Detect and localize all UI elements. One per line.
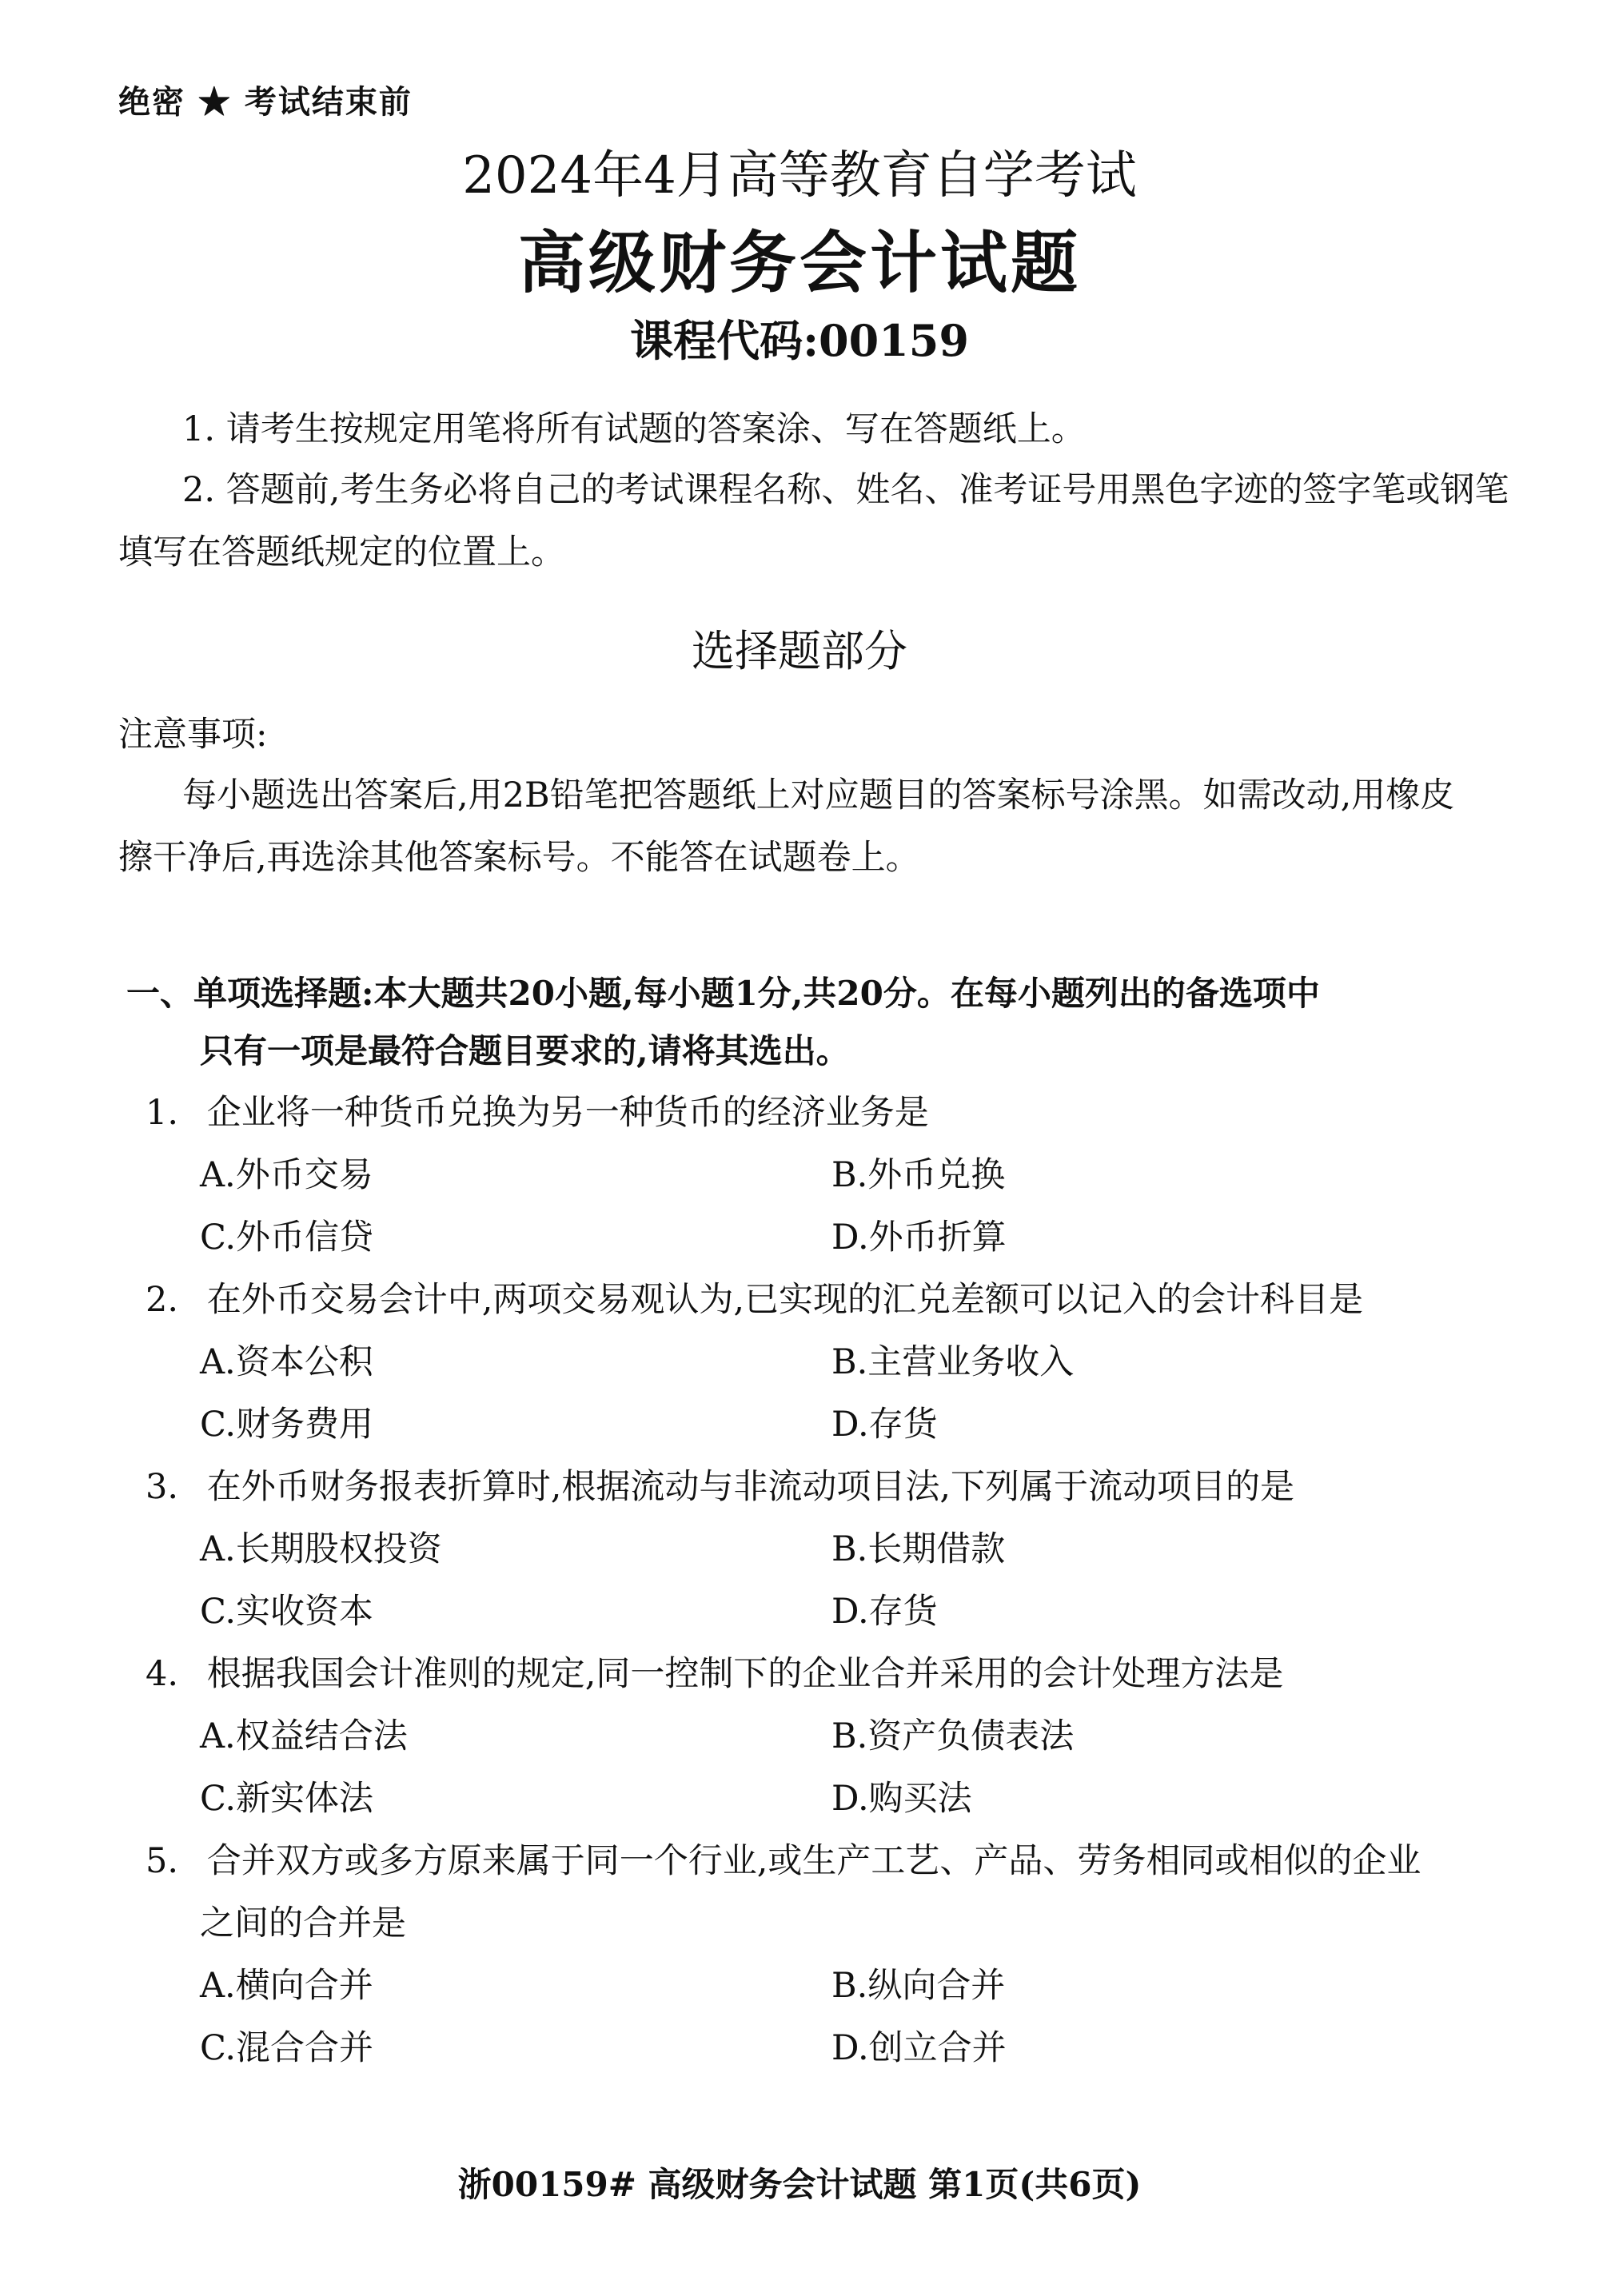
option-d: D.存货	[831, 1405, 938, 1445]
option-a: A.横向合并	[200, 1966, 373, 2006]
option-b: B.资产负债表法	[831, 1716, 1075, 1756]
question-number: 2.	[146, 1280, 179, 1320]
notice-label: 注意事项:	[118, 715, 268, 755]
question-number: 5.	[146, 1841, 179, 1881]
instruction-1: 1. 请考生按规定用笔将所有试题的答案涂、写在答题纸上。	[182, 409, 1086, 449]
instruction-2-line1: 2. 答题前,考生务必将自己的考试课程名称、姓名、准考证号用黑色字迹的签字笔或钢笔	[182, 470, 1509, 510]
notice-line1: 每小题选出答案后,用2B铅笔把答题纸上对应题目的答案标号涂黑。如需改动,用橡皮	[182, 775, 1455, 815]
question-stem: 在外币交易会计中,两项交易观认为,已实现的汇兑差额可以记入的会计科目是	[206, 1280, 1364, 1320]
part1-heading-line1: 一、单项选择题:本大题共20小题,每小题1分,共20分。在每小题列出的备选项中	[126, 974, 1320, 1013]
question-stem: 根据我国会计准则的规定,同一控制下的企业合并采用的会计处理方法是	[206, 1654, 1284, 1694]
notice-line2: 擦干净后,再选涂其他答案标号。不能答在试题卷上。	[118, 838, 920, 878]
option-b: B.主营业务收入	[831, 1342, 1075, 1382]
option-c: C.新实体法	[200, 1779, 374, 1819]
section-title: 选择题部分	[692, 626, 907, 676]
option-a: A.外币交易	[200, 1155, 373, 1195]
option-a: A.权益结合法	[200, 1716, 408, 1756]
exam-title: 2024年4月高等教育自学考试	[462, 146, 1137, 205]
option-a: A.长期股权投资	[200, 1529, 442, 1569]
option-d: D.购买法	[831, 1779, 972, 1819]
question-5-stem-continued: 之间的合并是	[200, 1903, 406, 1943]
question-3	[146, 1460, 1294, 1509]
option-b: B.长期借款	[831, 1529, 1006, 1569]
question-stem: 在外币财务报表折算时,根据流动与非流动项目法,下列属于流动项目的是	[206, 1467, 1295, 1507]
option-d: D.创立合并	[831, 2028, 1007, 2068]
option-c: C.外币信贷	[200, 1218, 374, 1258]
option-c: C.实收资本	[200, 1592, 374, 1632]
confidential-label: 绝密 ★ 考试结束前	[118, 83, 413, 121]
question-number: 3.	[146, 1467, 179, 1507]
subject-title: 高级财务会计试题	[517, 223, 1081, 302]
instruction-2-line2: 填写在答题纸规定的位置上。	[118, 532, 565, 572]
question-stem: 合并双方或多方原来属于同一个行业,或生产工艺、产品、劳务相同或相似的企业	[206, 1841, 1422, 1881]
question-4	[146, 1647, 1283, 1696]
page-footer: 浙00159# 高级财务会计试题 第1页(共6页)	[457, 2165, 1142, 2204]
question-5	[146, 1834, 1421, 1883]
option-b: B.纵向合并	[831, 1966, 1006, 2006]
question-2	[146, 1273, 1363, 1321]
question-stem: 企业将一种货币兑换为另一种货币的经济业务是	[206, 1093, 929, 1133]
question-number: 1.	[146, 1093, 179, 1133]
option-b: B.外币兑换	[831, 1155, 1006, 1195]
question-number: 4.	[146, 1654, 179, 1694]
option-d: D.外币折算	[831, 1218, 1007, 1258]
question-1	[146, 1086, 929, 1134]
course-code: 课程代码:00159	[630, 315, 969, 366]
option-d: D.存货	[831, 1592, 938, 1632]
option-c: C.财务费用	[200, 1405, 374, 1445]
option-a: A.资本公积	[200, 1342, 373, 1382]
option-c: C.混合合并	[200, 2028, 374, 2068]
part1-heading-line2: 只有一项是最符合题目要求的,请将其选出。	[200, 1031, 850, 1070]
